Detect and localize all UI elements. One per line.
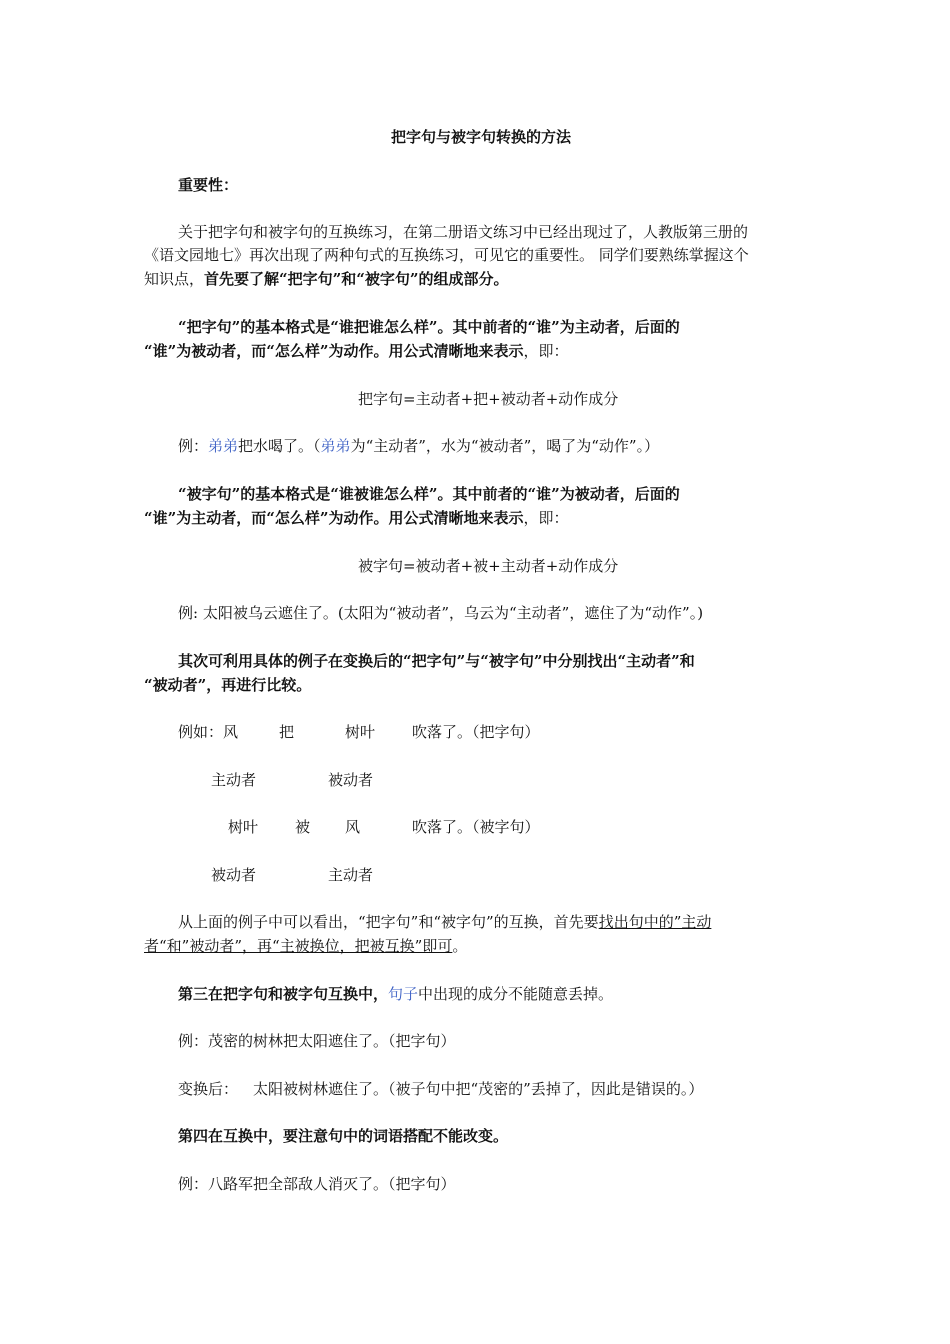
ba-example-mid: 把水喝了。（ xyxy=(238,437,321,455)
third-section-heading-link: 句子 xyxy=(388,985,419,1003)
ba-example-subject: 弟弟 xyxy=(208,437,239,455)
bei-example-bei-word: 被 xyxy=(295,818,311,836)
bei-definition-line-1: “被字句”的基本格式是“谁被谁怎么样”。其中前者的“谁”为被动者，后面的 xyxy=(178,485,680,503)
third-section-heading xyxy=(178,983,613,1005)
bei-example: 例: 太阳被乌云遮住了。(太阳为“被动者”，乌云为“主动者”，遮住了为“动作”。) xyxy=(178,604,704,622)
third-section-heading-rest: 中出现的成分不能随意丢掉。 xyxy=(418,985,614,1003)
ba-example-shuye: 树叶 xyxy=(345,723,376,741)
bei-example-agent-role: 主动者 xyxy=(328,866,374,884)
fourth-section-example: 例：八路军把全部敌人消灭了。（把字句） xyxy=(178,1175,456,1193)
third-section-example: 例：茂密的树林把太阳遮住了。（把字句） xyxy=(178,1032,456,1050)
document-title: 把字句与被字句转换的方法 xyxy=(391,128,572,146)
importance-heading: 重要性： xyxy=(178,176,239,194)
summary-line-2 xyxy=(144,935,467,957)
intro-line-3 xyxy=(144,268,509,290)
second-section-line-1: 其次可利用具体的例子在变换后的“把字句”与“被字句”中分别找出“主动者”和 xyxy=(178,652,695,670)
summary-line-1 xyxy=(178,911,711,933)
intro-line-3-bold: 首先要了解“把字句”和“被字句”的组成部分。 xyxy=(204,270,509,288)
fourth-section-heading: 第四在互换中，要注意句中的词语搭配不能改变。 xyxy=(178,1127,509,1145)
bei-example-patient-role: 被动者 xyxy=(211,866,257,884)
bei-definition-line-2-plain: ，即： xyxy=(523,509,569,527)
ba-definition-line-2-plain: ，即： xyxy=(523,342,569,360)
bei-formula: 被字句=被动者+被+主动者+动作成分 xyxy=(358,557,619,575)
third-section-transformed-label: 变换后： xyxy=(178,1080,239,1098)
third-section-heading-bold: 第三在把字句和被字句互换中， xyxy=(178,985,389,1003)
summary-line-2-end: 。 xyxy=(452,937,468,955)
ba-example-subject-2: 弟弟 xyxy=(320,437,351,455)
ba-example-agent-role: 主动者 xyxy=(211,771,257,789)
ba-definition-line-2 xyxy=(144,340,569,362)
bei-definition-line-2-bold: “谁”为主动者，而“怎么样”为动作。用公式清晰地来表示 xyxy=(144,509,524,527)
ba-definition-line-1: “把字句”的基本格式是“谁把谁怎么样”。其中前者的“谁”为主动者，后面的 xyxy=(178,318,680,336)
ba-definition-line-2-bold: “谁”为被动者，而“怎么样”为动作。用公式清晰地来表示 xyxy=(144,342,524,360)
ba-example-prefix-feng: 例如：风 xyxy=(178,723,239,741)
ba-formula: 把字句=主动者+把+被动者+动作成分 xyxy=(358,390,619,408)
ba-example-prefix: 例： xyxy=(178,437,209,455)
ba-example-patient-role: 被动者 xyxy=(328,771,374,789)
bei-example-action: 吹落了。（被字句） xyxy=(412,818,540,836)
second-section-line-2: “被动者”，再进行比较。 xyxy=(144,676,312,694)
intro-line-2: 《语文园地七》再次出现了两种句式的互换练习，可见它的重要性。 同学们要熟练掌握这个 xyxy=(144,246,749,264)
summary-line-1-underlined: 找出句中的”主动 xyxy=(598,913,712,931)
summary-line-1-plain: 从上面的例子中可以看出，“把字句”和“被字句”的互换，首先要 xyxy=(178,913,599,931)
intro-line-3-plain: 知识点， xyxy=(144,270,205,288)
summary-line-2-underlined: 者“和”被动者”，再“主被换位，把被互换”即可 xyxy=(144,937,453,955)
ba-example-ba-word: 把 xyxy=(279,723,295,741)
bei-example-feng: 风 xyxy=(345,818,361,836)
ba-example xyxy=(178,435,659,457)
third-section-transformed: 太阳被树林遮住了。（被子句中把“茂密的”丢掉了，因此是错误的。） xyxy=(253,1080,704,1098)
bei-example-shuye: 树叶 xyxy=(228,818,259,836)
ba-example-action: 吹落了。（把字句） xyxy=(412,723,540,741)
intro-line-1: 关于把字句和被字句的互换练习，在第二册语文练习中已经出现过了，人教版第三册的 xyxy=(178,223,749,241)
bei-definition-line-2 xyxy=(144,507,569,529)
ba-example-rest: 为“主动者”，水为“被动者”，喝了为“动作”。） xyxy=(350,437,660,455)
